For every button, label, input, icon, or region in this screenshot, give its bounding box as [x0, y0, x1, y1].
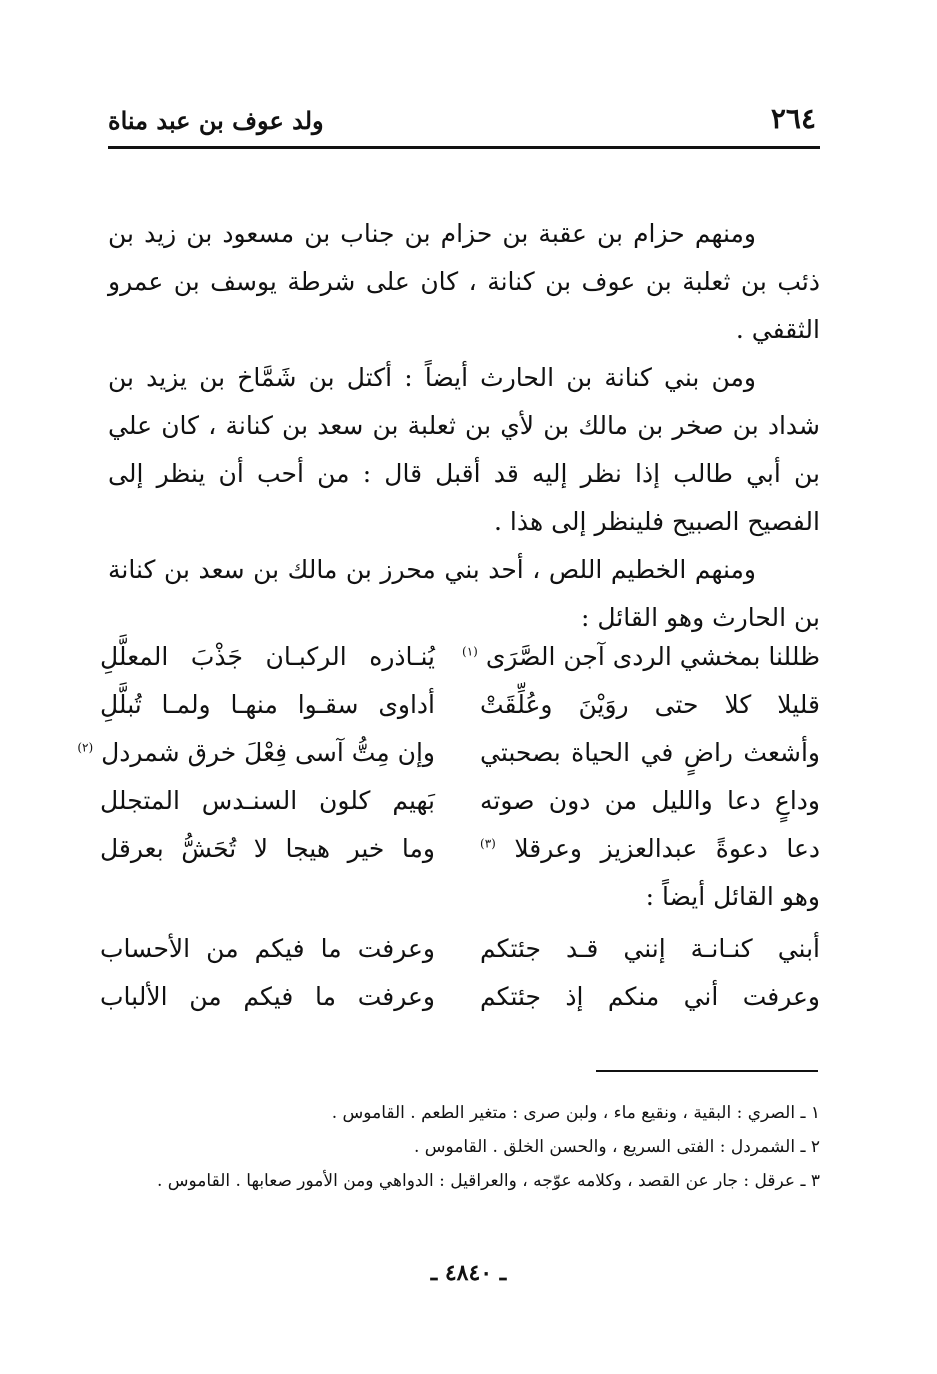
verse-first-hemistich: قليلا كلا حتى روَيْنَ وعُلِّقَتْ: [480, 690, 820, 719]
folio-number: ـ ٤٨٤٠ ـ: [430, 1260, 507, 1286]
paragraph: ومن بني كنانة بن الحارث أيضاً : أكتل بن شَمَّاخ بن يزيد بن شداد بن صخر بن مالك بن لأي بن ثعلبة بن سعد بن كنانة ، كان علي بن أبي طالب إذا نظر إليه قد أقبل قال : من أحب أن ينظر إلى الفصيح الصبيح فلينظر إلى هذا .: [108, 363, 820, 536]
verse: [100, 690, 820, 738]
footnotes: [108, 1096, 820, 1198]
verse-second-hemistich: يُنـاذره الركبـان جَذْبَ المعلَّلِ: [100, 642, 435, 671]
footnote-marker: (٣): [480, 836, 496, 851]
footnote: ٢ ـ الشمردل : الفتى السريع ، والحسن الخلق . القاموس .: [413, 1137, 820, 1157]
running-title: ولد عوف بن عبد مناة: [108, 106, 324, 135]
verse-second-hemistich: وما خير هيجا لا تُحَشُّ بعرقل: [100, 834, 435, 863]
verse-first-hemistich: ظللنا بمخشي الردى آجن الصَّرَى $^{(١)}$: [462, 642, 820, 671]
poem-2: [100, 934, 820, 1030]
verse-first-hemistich: دعا دعوةً عبدالعزيز وعرقلا $^{(٣)}$: [480, 834, 820, 863]
verse-first-hemistich: أبني كنـانـة إنني قـد جئتكم: [480, 934, 820, 963]
verse: [100, 834, 820, 882]
verse-second-hemistich: وإن مِتُّ آسى فِعْلَ خرق شمردل $^{(٢)}$: [77, 738, 435, 767]
verse-second-hemistich: أداوى سقـوا منهـا ولمـا تُبلَّلِ: [100, 690, 435, 719]
verse: [77, 738, 820, 786]
footnote: ٣ ـ عرقل : جار عن القصد ، وكلامه عوّجه ، والعراقيل : الدواهي ومن الأمور صعابها . القاموس .: [156, 1171, 820, 1191]
paragraph: ومنهم حزام بن عقبة بن حزام بن جناب بن مسعود بن زيد بن ذئب بن ثعلبة بن عوف بن كنانة ، كان على شرطة يوسف بن عمرو الثقفي .: [108, 219, 820, 344]
footnote-divider: [596, 1070, 818, 1072]
verse-second-hemistich: وعرفت ما فيكم من الألباب: [100, 982, 435, 1011]
body-text: [108, 210, 820, 642]
footnote-marker: (١): [462, 644, 478, 659]
verse: [100, 786, 820, 834]
footnote: ١ ـ الصري : البقية ، ونقيع ماء ، ولبن صرى : متغير الطعم . القاموس .: [331, 1103, 820, 1123]
verse-first-hemistich: وعرفت أني منكم إذ جئتكم: [480, 982, 820, 1011]
poem-2-intro: وهو القائل أيضاً :: [645, 882, 820, 911]
verse-second-hemistich: وعرفت ما فيكم من الأحساب: [100, 934, 435, 963]
verse: [100, 934, 820, 982]
verse-first-hemistich: وداعٍ دعا والليل من دون صوته: [480, 786, 820, 815]
verse-second-hemistich: بَهيم كلون السنـدس المتجلل: [100, 786, 435, 815]
verse-first-hemistich: وأشعث راضٍ في الحياة بصحبتي: [480, 738, 820, 767]
footnote-marker: (٢): [77, 740, 94, 755]
page-number: ٢٦٤: [770, 102, 816, 135]
verse: [100, 642, 820, 690]
paragraph: ومنهم الخطيم اللص ، أحد بني محرز بن مالك بن سعد بن كنانة بن الحارث وهو القائل :: [108, 555, 820, 632]
poem-1: [77, 642, 820, 882]
page-header: [108, 96, 820, 149]
verse: [100, 982, 820, 1030]
